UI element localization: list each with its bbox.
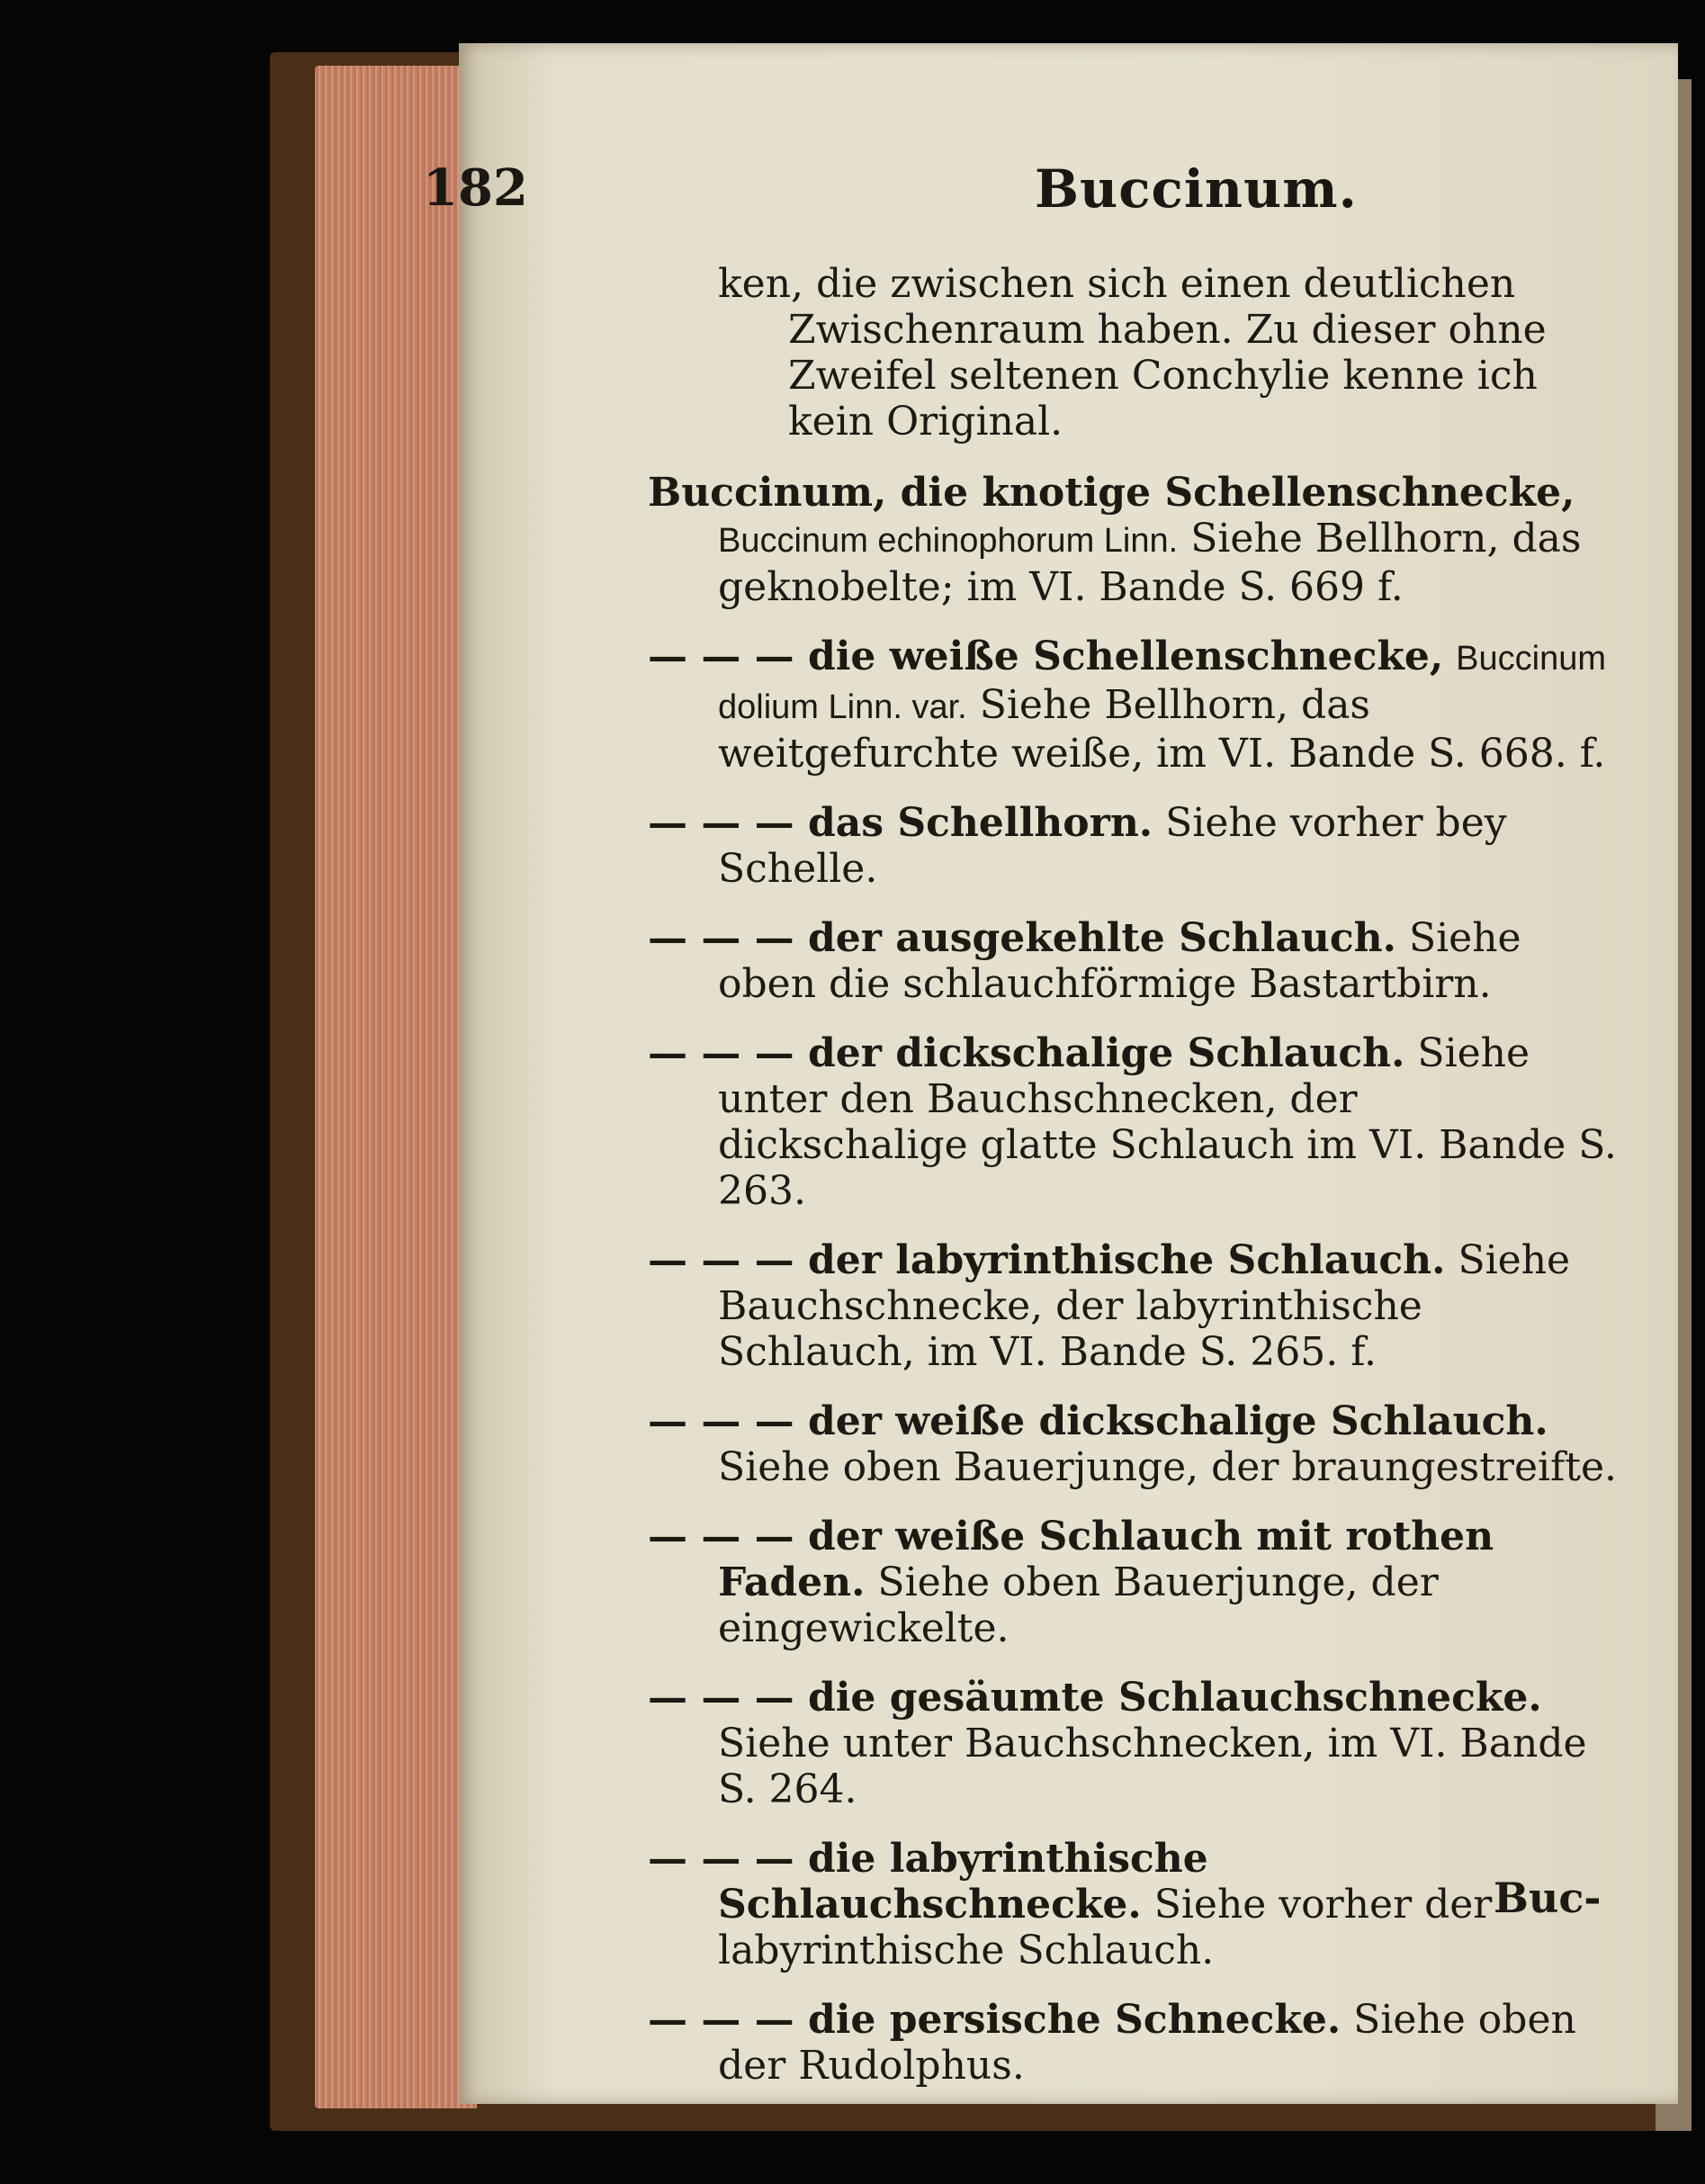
entry [648, 1675, 1620, 1812]
entry [648, 1237, 1620, 1375]
entry-reference: Siehe oben Bauerjunge, der braungestreifte. [718, 1444, 1618, 1490]
catchword: Buc- [1494, 1874, 1602, 1922]
entry-reference: Siehe Bellhorn, das weitgefurchte weiße, im VI. Bande S. 668. f. [718, 682, 1606, 777]
entry-reference: Siehe vorher bey Schelle. [718, 800, 1507, 892]
running-title: Buccinum. [1035, 158, 1358, 220]
entry-reference: Siehe Bauchschnecke, der labyrinthische Schlauch, im VI. Bande S. 265. f. [718, 1237, 1571, 1375]
continuation-paragraph: ken, die zwischen sich einen deutlichen Zwischenraum haben. Zu dieser ohne Zweifel seltenen Conchylie kenne ich kein Original. [718, 261, 1547, 445]
entry [648, 1398, 1620, 1490]
page-header [423, 158, 1358, 230]
entry [648, 1997, 1620, 2089]
entry-head: — — — die persische Schnecke. [648, 1997, 1342, 2043]
entry [648, 470, 1620, 610]
entry [648, 1836, 1620, 1973]
entry-reference: Siehe Bellhorn, das geknobelte; im VI. Bande S. 669 f. [718, 516, 1582, 610]
entry-head: — — — das Schellhorn. [648, 800, 1153, 846]
page-edges [315, 66, 477, 2108]
page-number: 182 [423, 158, 528, 218]
entry-head: — — — die weiße Schellenschnecke, [648, 634, 1444, 679]
entry-reference: Siehe vorher der labyrinthische Schlauch. [718, 1882, 1493, 1973]
entry-reference: Siehe unter Bauchschnecken, im VI. Bande S. 264. [718, 1721, 1587, 1812]
entry-head: Buccinum, die knotige Schellenschnecke, [648, 470, 1575, 516]
entry-head: — — — der labyrinthische Schlauch. [648, 1237, 1446, 1283]
entry-latin: Buccinum dolium Linn. var. [718, 640, 1607, 726]
entry-reference: Siehe oben der Rudolphus. [718, 1997, 1576, 2089]
entry-head: — — — die labyrinthische Schlauchschnecke. [648, 1836, 1208, 1928]
entry-head: — — — der weiße Schlauch mit rothen Faden. [648, 1514, 1494, 1605]
entry [648, 800, 1620, 892]
entry-reference: Siehe unter den Bauchschnecken, der dickschalige glatte Schlauch im VI. Bande S. 263. [718, 1030, 1617, 1214]
entry-latin: Buccinum echinophorum Linn. [718, 522, 1179, 560]
entry-head: — — — die gesäumte Schlauchschnecke. [648, 1675, 1542, 1721]
entry-reference: Siehe oben Bauerjunge, der eingewickelte. [718, 1559, 1439, 1651]
page-text [648, 261, 1620, 2112]
entry-reference: Siehe oben die schlauchförmige Bastartbirn. [718, 915, 1521, 1007]
entry-head: — — — der ausgekehlte Schlauch. [648, 915, 1396, 961]
entry [648, 1514, 1620, 1651]
entry-head: — — — der weiße dickschalige Schlauch. [648, 1398, 1548, 1444]
entry-head: — — — der dickschalige Schlauch. [648, 1030, 1405, 1076]
entry [648, 634, 1620, 777]
entry [648, 1030, 1620, 1214]
entry [648, 915, 1620, 1007]
